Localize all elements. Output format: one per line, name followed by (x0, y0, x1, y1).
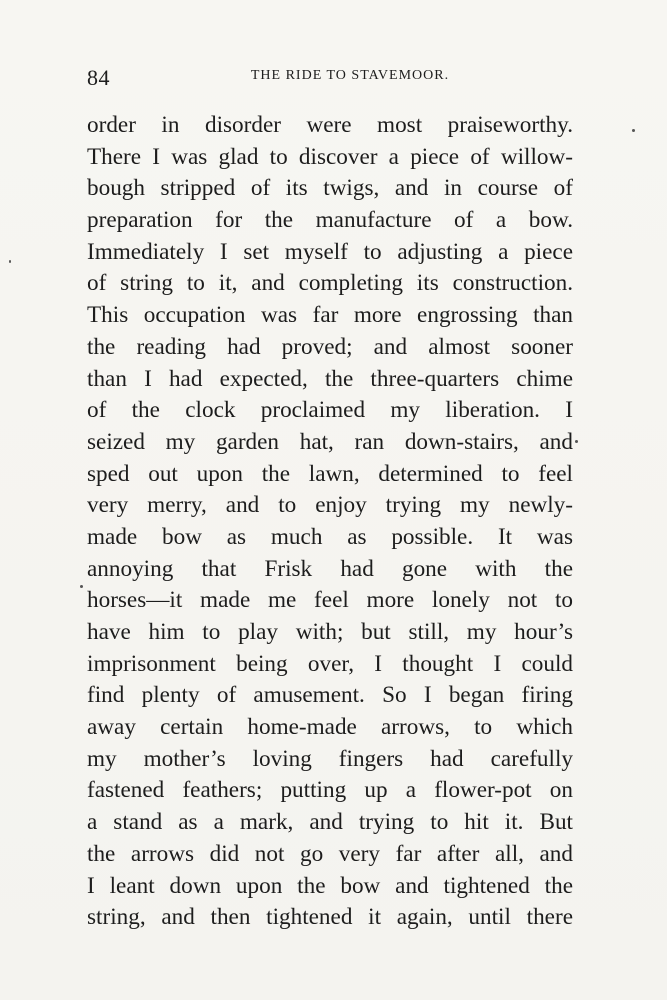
body-text (87, 110, 573, 934)
text-line: seized my garden hat, ran down-stairs, and (87, 428, 573, 455)
text-line: of string to it, and completing its construction. (87, 270, 573, 297)
paper-speck (80, 585, 83, 588)
text-line: of the clock proclaimed my liberation. I (87, 397, 573, 424)
text-line: annoying that Frisk had gone with the (87, 555, 573, 582)
text-line: my mother’s loving fingers had carefully (87, 745, 573, 772)
page-header (87, 64, 573, 92)
text-line: sped out upon the lawn, determined to feel (87, 460, 573, 487)
text-line: horses—it made me feel more lonely not to (87, 587, 573, 614)
paper-speck (9, 260, 11, 263)
text-line: This occupation was far more engrossing than (87, 302, 573, 329)
paper-speck (575, 440, 578, 443)
page-number: 84 (87, 65, 110, 90)
paper-speck (632, 129, 635, 132)
text-line: find plenty of amusement. So I began firing (87, 682, 573, 709)
text-line: preparation for the manufacture of a bow. (87, 207, 573, 234)
text-line: There I was glad to discover a piece of willow- (87, 143, 573, 170)
text-line: made bow as much as possible. It was (87, 523, 573, 550)
text-line: I leant down upon the bow and tightened the (87, 872, 573, 899)
text-line: bough stripped of its twigs, and in course of (87, 175, 573, 202)
text-line: the reading had proved; and almost sooner (87, 333, 573, 360)
text-line: very merry, and to enjoy trying my newly- (87, 492, 573, 519)
text-line: order in disorder were most praiseworthy. (87, 112, 573, 138)
text-line: have him to play with; but still, my hour’s (87, 619, 573, 645)
text-line: fastened feathers; putting up a flower-pot on (87, 777, 573, 804)
running-head: THE RIDE TO STAVEMOOR. (250, 68, 450, 83)
text-line: string, and then tightened it again, until there (87, 904, 573, 931)
text-line: Immediately I set myself to adjusting a piece (87, 238, 573, 265)
text-line: the arrows did not go very far after all, and (87, 840, 573, 867)
text-line: a stand as a mark, and trying to hit it. But (87, 809, 573, 836)
text-line: away certain home-made arrows, to which (87, 714, 573, 741)
text-line: imprisonment being over, I thought I could (87, 650, 573, 677)
text-line: than I had expected, the three-quarters chime (87, 365, 573, 392)
